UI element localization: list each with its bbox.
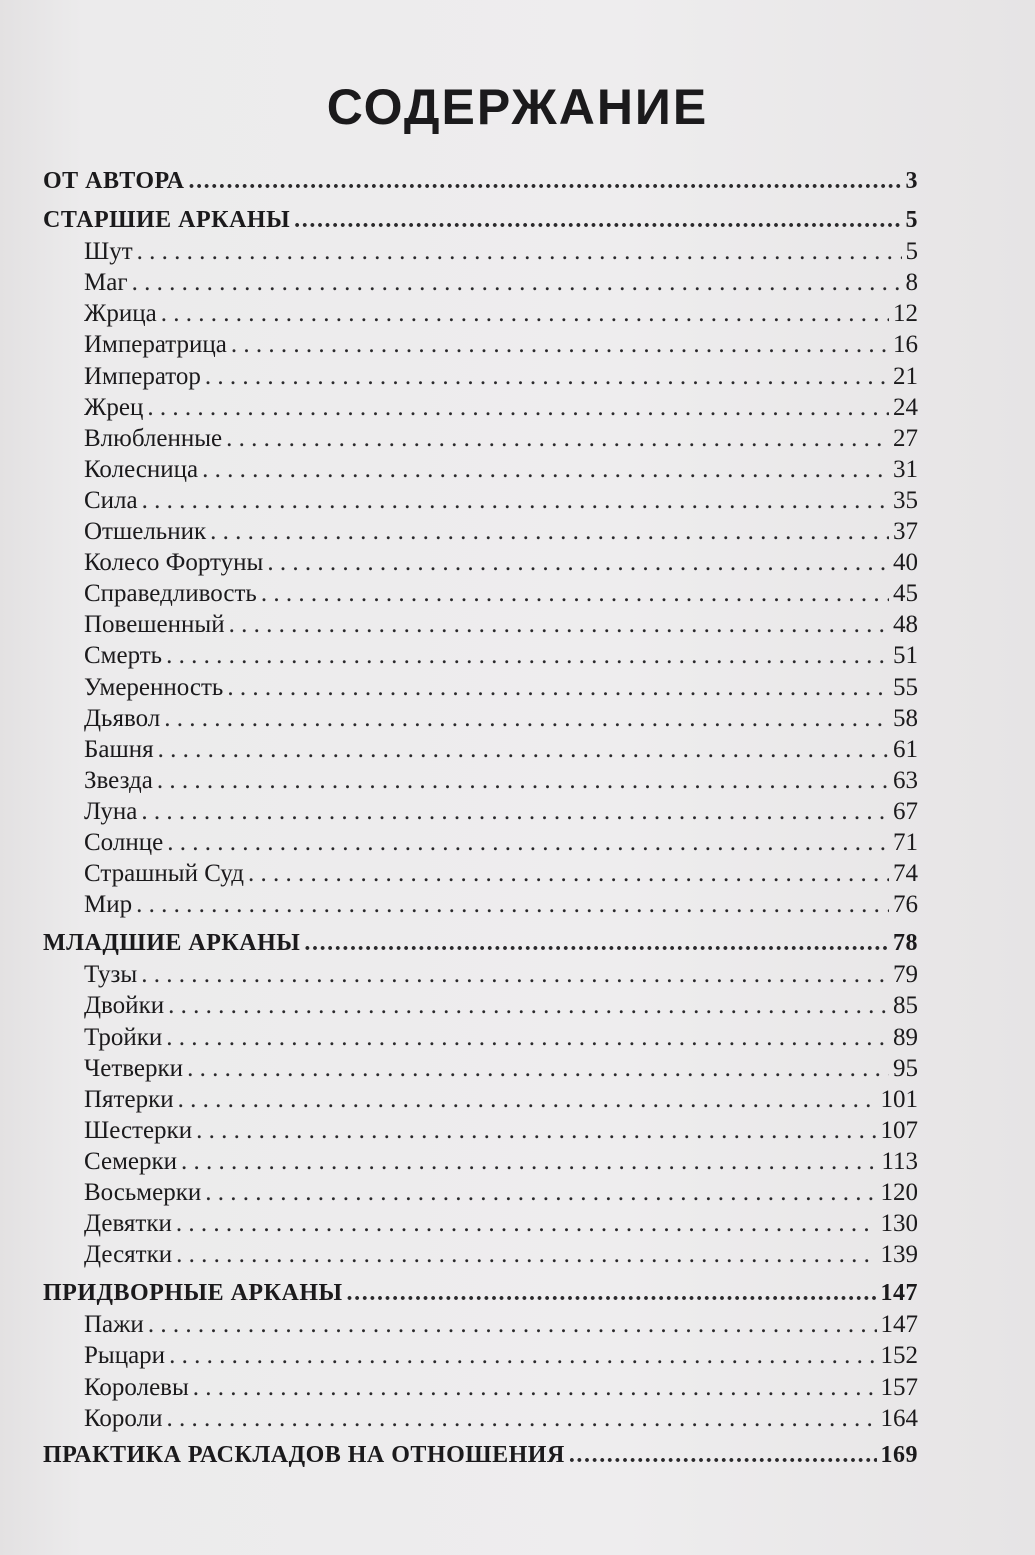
dot-leader: [168, 990, 889, 1021]
toc-label: Пажи: [84, 1311, 144, 1339]
toc-label: Справедливость: [84, 580, 257, 608]
toc-entry: [43, 609, 918, 640]
toc-label: Солнце: [84, 828, 164, 856]
dot-leader: [181, 1146, 877, 1177]
toc-label: СТАРШИЕ АРКАНЫ: [43, 207, 291, 234]
toc-page-number: 55: [893, 673, 918, 701]
toc-page-number: 139: [880, 1241, 918, 1269]
toc-entry: [43, 516, 918, 547]
toc-label: Влюбленные: [84, 424, 223, 452]
dot-leader: [205, 1177, 876, 1208]
dot-leader: [210, 516, 889, 547]
dot-leader: [193, 1372, 877, 1403]
toc-page-number: 48: [893, 611, 918, 639]
dot-leader: [158, 734, 889, 765]
dot-leader: [176, 1239, 876, 1270]
toc-section: [43, 1440, 918, 1471]
toc-page-number: 95: [893, 1054, 918, 1082]
toc-label: Императрица: [84, 331, 227, 359]
dot-leader: [347, 1278, 877, 1309]
toc-page-number: 61: [893, 735, 918, 763]
toc-label: Двойки: [84, 992, 165, 1020]
toc-entry: [43, 858, 918, 889]
dot-leader: [169, 1340, 876, 1371]
toc-label: Шут: [84, 238, 133, 266]
toc-entry: [43, 703, 918, 734]
dot-leader: [569, 1440, 877, 1471]
toc-label: Восьмерки: [84, 1179, 202, 1206]
toc-entry: [43, 1115, 918, 1146]
toc-page-number: 147: [880, 1280, 918, 1307]
toc-page-number: 164: [880, 1404, 918, 1432]
toc-page-number: 37: [893, 518, 918, 546]
toc-page-number: 21: [893, 362, 918, 390]
dot-leader: [227, 672, 889, 703]
dot-leader: [167, 827, 889, 858]
toc-page-number: 157: [880, 1373, 918, 1401]
toc-page-number: 31: [893, 455, 918, 483]
toc-page-number: 27: [893, 424, 918, 452]
toc-page-number: 89: [893, 1023, 918, 1051]
toc-page-number: 16: [893, 331, 918, 359]
toc-label: ОТ АВТОРА: [43, 168, 185, 194]
toc-entry: [43, 1372, 918, 1403]
toc-page-number: 147: [880, 1311, 918, 1339]
toc-label: ПРАКТИКА РАСКЛАДОВ НА ОТНОШЕНИЯ: [43, 1441, 565, 1468]
toc-page-number: 5: [905, 238, 918, 266]
dot-leader: [136, 889, 889, 920]
dot-leader: [202, 454, 889, 485]
toc-page-number: 74: [893, 860, 918, 888]
toc-label: Королевы: [84, 1373, 189, 1401]
toc-entry: [43, 361, 918, 392]
toc-entry: [43, 1177, 918, 1208]
toc-entry: [43, 734, 918, 765]
dot-leader: [137, 236, 902, 267]
toc-label: Дьявол: [84, 704, 161, 732]
toc-label: МЛАДШИЕ АРКАНЫ: [43, 930, 301, 957]
toc-label: Колесо Фортуны: [84, 549, 264, 577]
toc-label: Умеренность: [84, 673, 224, 701]
toc-section: [43, 166, 918, 197]
toc-entry: [43, 796, 918, 827]
toc-label: Маг: [84, 269, 128, 297]
dot-leader: [142, 485, 889, 516]
toc-page-number: 113: [881, 1147, 918, 1175]
toc-page-number: 79: [893, 961, 918, 989]
toc-entry: [43, 1146, 918, 1177]
dot-leader: [261, 578, 889, 609]
toc-label: Сила: [84, 486, 138, 514]
dot-leader: [188, 166, 901, 197]
toc-label: Страшный Суд: [84, 860, 244, 888]
dot-leader: [248, 858, 889, 889]
toc-page-number: 8: [905, 269, 918, 297]
dot-leader: [147, 392, 889, 423]
dot-leader: [187, 1053, 889, 1084]
toc-entry: [43, 578, 918, 609]
toc-label: Четверки: [84, 1054, 184, 1082]
toc-entry: [43, 889, 918, 920]
toc-entry: [43, 1309, 918, 1340]
toc-entry: [43, 547, 918, 578]
toc-page-number: 120: [880, 1179, 918, 1206]
toc-label: Рыцари: [84, 1342, 166, 1370]
dot-leader: [161, 298, 889, 329]
toc-page-number: 12: [893, 300, 918, 328]
toc-label: ПРИДВОРНЫЕ АРКАНЫ: [43, 1280, 343, 1307]
toc-label: Тройки: [84, 1023, 163, 1051]
toc-label: Девятки: [84, 1210, 172, 1238]
toc-entry: [43, 1403, 918, 1434]
table-of-contents: [43, 166, 918, 1471]
toc-label: Луна: [84, 797, 138, 825]
toc-label: Смерть: [84, 642, 163, 670]
toc-page-number: 24: [893, 393, 918, 421]
dot-leader: [176, 1208, 877, 1239]
toc-section: [43, 205, 918, 236]
toc-label: Император: [84, 362, 201, 390]
dot-leader: [178, 1084, 877, 1115]
dot-leader: [166, 1403, 876, 1434]
dot-leader: [205, 361, 889, 392]
dot-leader: [229, 609, 889, 640]
toc-page-number: 51: [893, 642, 918, 670]
dot-leader: [267, 547, 889, 578]
dot-leader: [148, 1309, 877, 1340]
toc-page-number: 67: [893, 797, 918, 825]
toc-label: Мир: [84, 891, 133, 919]
toc-entry: [43, 1022, 918, 1053]
toc-page-number: 169: [880, 1441, 918, 1468]
toc-entry: [43, 640, 918, 671]
toc-entry: [43, 1053, 918, 1084]
toc-label: Отшельник: [84, 518, 207, 546]
toc-entry: [43, 392, 918, 423]
page-title: СОДЕРЖАНИЕ: [326, 79, 709, 135]
toc-label: Башня: [84, 735, 154, 763]
dot-leader: [231, 329, 889, 360]
toc-entry: [43, 298, 918, 329]
dot-leader: [132, 267, 902, 298]
toc-page-number: 85: [893, 992, 918, 1020]
toc-entry: [43, 454, 918, 485]
toc-entry: [43, 267, 918, 298]
toc-entry: [43, 1239, 918, 1270]
toc-page-number: 76: [893, 891, 918, 919]
toc-page-number: 63: [893, 766, 918, 794]
toc-page-number: 45: [893, 580, 918, 608]
dot-leader: [166, 1022, 889, 1053]
toc-label: Звезда: [84, 766, 153, 794]
dot-leader: [164, 703, 889, 734]
toc-page-number: 78: [893, 930, 918, 957]
dot-leader: [196, 1115, 876, 1146]
toc-label: Пятерки: [84, 1085, 174, 1113]
toc-entry: [43, 990, 918, 1021]
toc-entry: [43, 765, 918, 796]
dot-leader: [294, 205, 901, 236]
toc-label: Повешенный: [84, 611, 225, 639]
dot-leader: [304, 928, 889, 959]
toc-entry: [43, 1084, 918, 1115]
toc-section: [43, 928, 918, 959]
toc-page-number: 58: [893, 704, 918, 732]
toc-label: Десятки: [84, 1241, 173, 1269]
toc-entry: [43, 485, 918, 516]
toc-label: Семерки: [84, 1147, 178, 1175]
toc-section: [43, 1278, 918, 1309]
toc-page-number: 40: [893, 549, 918, 577]
dot-leader: [141, 796, 889, 827]
toc-label: Колесница: [84, 455, 199, 483]
dot-leader: [157, 765, 889, 796]
toc-entry: [43, 827, 918, 858]
toc-entry: [43, 423, 918, 454]
toc-page-number: 3: [905, 168, 918, 194]
toc-entry: [43, 672, 918, 703]
toc-page-number: 71: [893, 828, 918, 856]
toc-entry: [43, 959, 918, 990]
dot-leader: [166, 640, 889, 671]
toc-page-number: 107: [880, 1116, 918, 1144]
toc-page-number: 35: [893, 486, 918, 514]
toc-page-number: 101: [880, 1085, 918, 1113]
toc-entry: [43, 1208, 918, 1239]
toc-label: Шестерки: [84, 1116, 193, 1144]
toc-page-number: 5: [905, 207, 918, 234]
toc-page-number: 130: [880, 1210, 918, 1238]
toc-label: Жрец: [84, 393, 144, 421]
toc-label: Жрица: [84, 300, 157, 328]
toc-entry: [43, 1340, 918, 1371]
toc-label: Тузы: [84, 961, 138, 989]
toc-label: Короли: [84, 1404, 163, 1432]
toc-page-number: 152: [880, 1342, 918, 1370]
dot-leader: [141, 959, 889, 990]
toc-entry: [43, 329, 918, 360]
dot-leader: [226, 423, 889, 454]
toc-entry: [43, 236, 918, 267]
